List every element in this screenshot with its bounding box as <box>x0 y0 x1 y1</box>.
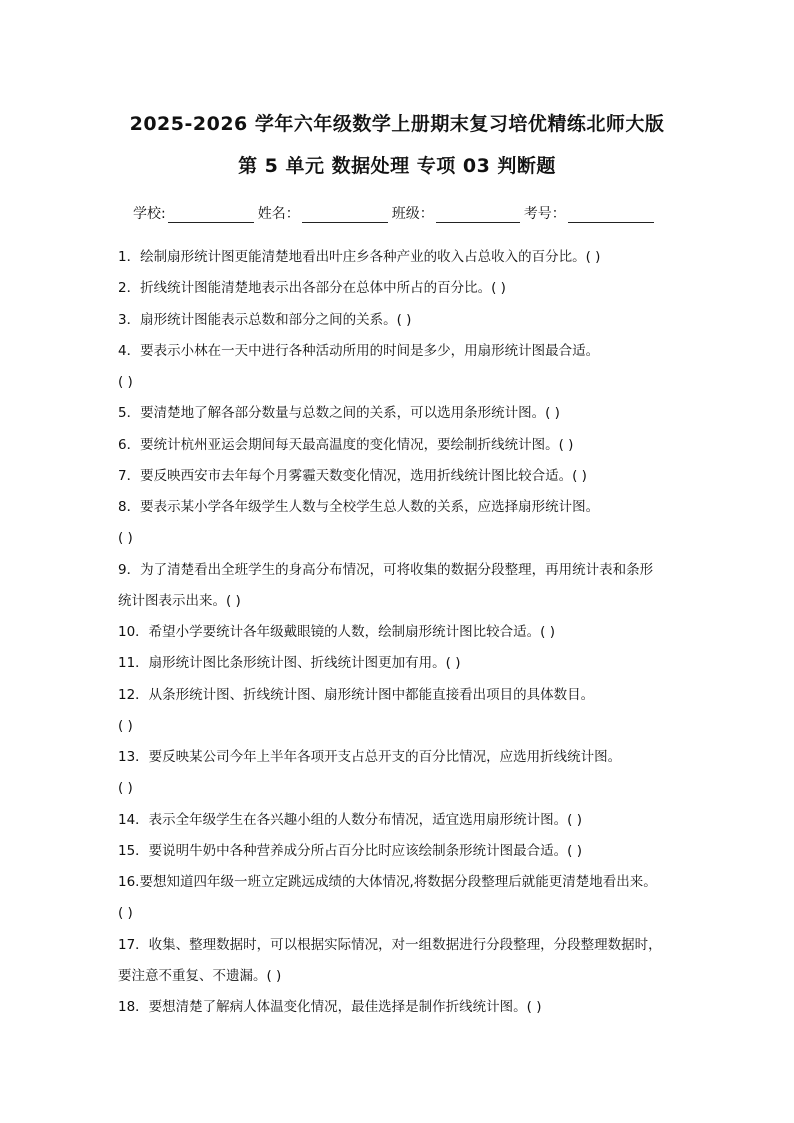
answer-blank-line: ( ) <box>118 905 133 921</box>
class-field <box>392 203 524 223</box>
question-line: 14．表示全年级学生在各兴趣小组的人数分布情况，适宜选用扇形统计图。( ) <box>118 812 583 828</box>
question-line: 18．要想清楚了解病人体温变化情况，最佳选择是制作折线统计图。( ) <box>118 999 542 1015</box>
question-line: 8．要表示某小学各年级学生人数与全校学生总人数的关系，应选择扇形统计图。 <box>118 499 600 515</box>
question-line: 4．要表示小林在一天中进行各种活动所用的时间是多少，用扇形统计图最合适。 <box>118 343 600 359</box>
student-info-row <box>133 203 658 223</box>
question-line: 统计图表示出来。( ) <box>118 593 241 609</box>
exam-number-blank[interactable] <box>568 208 654 223</box>
name-blank[interactable] <box>302 208 388 223</box>
exam-number-label: 考号： <box>523 206 566 222</box>
question-line: 5．要清楚地了解各部分数量与总数之间的关系，可以选用条形统计图。( ) <box>118 405 560 421</box>
school-blank[interactable] <box>168 208 254 223</box>
class-blank[interactable] <box>436 208 520 223</box>
question-line: 10．希望小学要统计各年级戴眼镜的人数，绘制扇形统计图比较合适。( ) <box>118 624 556 640</box>
answer-blank-line: ( ) <box>118 374 133 390</box>
question-line: 7．要反映西安市去年每个月雾霾天数变化情况，选用折线统计图比较合适。( ) <box>118 468 587 484</box>
answer-blank-line: ( ) <box>118 530 133 546</box>
question-line: 17．收集、整理数据时，可以根据实际情况，对一组数据进行分段整理，分段整理数据时， <box>118 937 662 953</box>
question-line: 16.要想知道四年级一班立定跳远成绩的大体情况,将数据分段整理后就能更清楚地看出来。 <box>118 874 657 890</box>
name-label: 姓名： <box>257 206 300 222</box>
question-line: 2．折线统计图能清楚地表示出各部分在总体中所占的百分比。( ) <box>118 280 506 296</box>
question-line: 11．扇形统计图比条形统计图、折线统计图更加有用。( ) <box>118 655 461 671</box>
answer-blank-line: ( ) <box>118 718 133 734</box>
answer-blank-line: ( ) <box>118 780 133 796</box>
document-title: 2025-2026 学年六年级数学上册期末复习培优精练北师大版 <box>129 113 665 135</box>
question-line: 13．要反映某公司今年上半年各项开支占总开支的百分比情况，应选用折线统计图。 <box>118 749 622 765</box>
question-line: 12．从条形统计图、折线统计图、扇形统计图中都能直接看出项目的具体数目。 <box>118 687 595 703</box>
school-field <box>133 203 258 223</box>
question-line: 15．要说明牛奶中各种营养成分所占百分比时应该绘制条形统计图最合适。( ) <box>118 843 583 859</box>
question-line: 要注意不重复、不遗漏。( ) <box>118 968 282 984</box>
question-line: 9．为了清楚看出全班学生的身高分布情况，可将收集的数据分段整理，再用统计表和条形 <box>118 562 654 578</box>
class-label: 班级： <box>391 206 434 222</box>
question-line: 6．要统计杭州亚运会期间每天最高温度的变化情况，要绘制折线统计图。( ) <box>118 437 574 453</box>
exam-number-field <box>524 203 658 223</box>
name-field <box>258 203 392 223</box>
question-line: 1．绘制扇形统计图更能清楚地看出叶庄乡各种产业的收入占总收入的百分比。( ) <box>118 249 601 265</box>
document-subtitle: 第 5 单元 数据处理 专项 03 判断题 <box>238 155 556 177</box>
question-line: 3．扇形统计图能表示总数和部分之间的关系。( ) <box>118 312 412 328</box>
school-label: 学校: <box>133 206 166 222</box>
